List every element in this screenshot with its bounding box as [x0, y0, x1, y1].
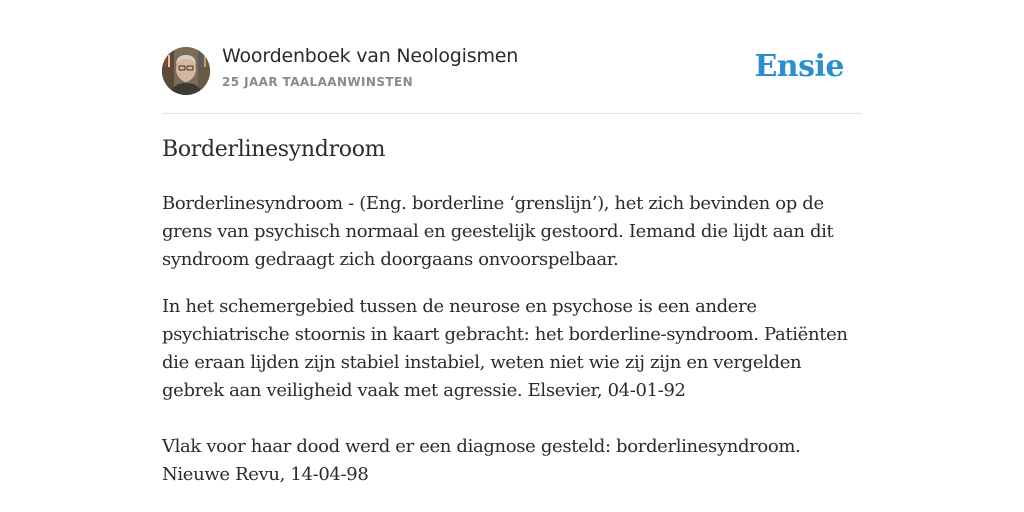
brand-logo[interactable]: Ensie [754, 49, 844, 84]
avatar[interactable] [162, 47, 210, 95]
site-title[interactable]: Woordenboek van Neologismen [222, 45, 519, 67]
quote-item: Vlak voor haar dood werd er een diagnose gesteld: borderlinesyndroom. Nieuwe Revu, 14-04-98 [162, 436, 801, 485]
site-subtitle: 25 JAAR TAALAANWINSTEN [222, 75, 414, 89]
author-portrait-icon [162, 47, 210, 95]
content-column [162, 0, 862, 485]
entry-definition: Borderlinesyndroom - (Eng. borderline ‘grenslijn’), het zich bevinden op de grens van psychisch normaal en geestelijk gestoord. Iemand die lijdt aan dit syndroom gedraagt zich doorgaans onvoorspelbaar. [162, 193, 834, 270]
header [162, 0, 862, 114]
entry-title: Borderlinesyndroom [162, 137, 386, 162]
quote-item: In het schemergebied tussen de neurose en psychose is een andere psychiatrische stoornis in kaart gebracht: het borderline-syndroom. Patiënten die eraan lijden zijn stabiel instabiel, weten niet wie zij zijn en vergelden gebrek aan veiligheid vaak met agressie. Elsevier, 04-01-92 [162, 296, 848, 401]
entry-quotes [162, 293, 868, 512]
